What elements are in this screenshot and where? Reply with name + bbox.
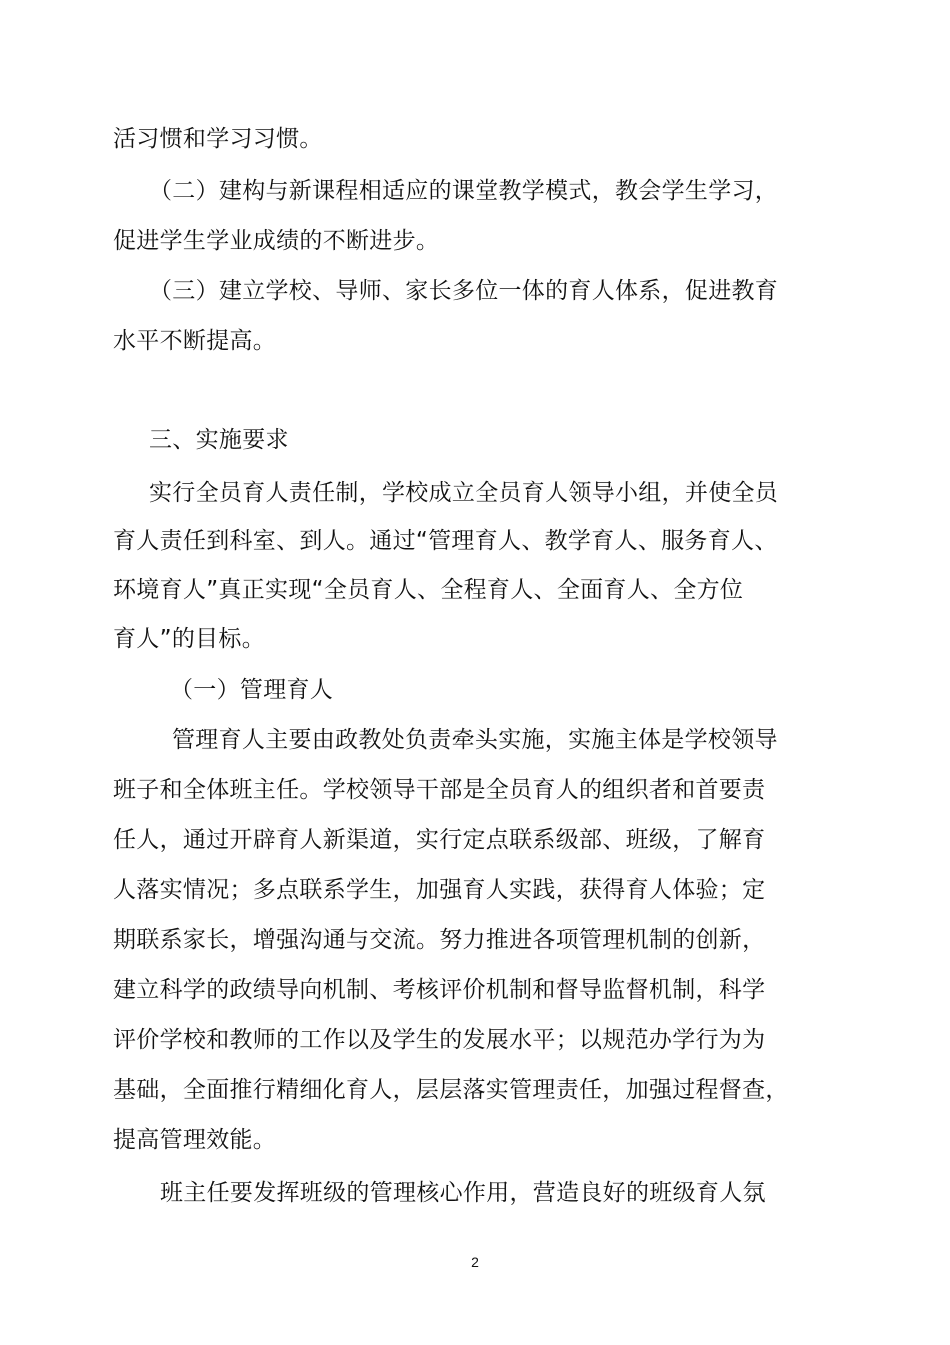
body-text-line: 促进学生学业成绩的不断进步。	[113, 228, 440, 254]
section-item-2: （二）建构与新课程相适应的课堂教学模式，教会学生学习，	[149, 178, 779, 204]
body-text-line: 任人，通过开辟育人新渠道，实行定点联系级部、班级，了解育	[113, 827, 766, 853]
body-text-line: 管理育人主要由政教处负责牵头实施，实施主体是学校领导	[172, 727, 778, 753]
body-text-line: 育人责任到科室、到人。通过“管理育人、教学育人、服务育人、	[113, 528, 778, 554]
body-text-line: 环境育人”真正实现“全员育人、全程育人、全面育人、全方位	[113, 577, 744, 603]
body-text-line: 育人”的目标。	[113, 626, 266, 652]
body-text-line: 基础，全面推行精细化育人，层层落实管理责任，加强过程督查，	[113, 1077, 789, 1103]
section-heading: 三、实施要求	[149, 427, 289, 453]
body-text-line: 期联系家长，增强沟通与交流。努力推进各项管理机制的创新，	[113, 927, 766, 953]
body-text-line: 评价学校和教师的工作以及学生的发展水平；以规范办学行为为	[113, 1027, 766, 1053]
body-text-line: 班主任要发挥班级的管理核心作用，营造良好的班级育人氛	[160, 1180, 766, 1206]
page-number: 2	[471, 1254, 479, 1270]
body-text-line: 建立科学的政绩导向机制、考核评价机制和督导监督机制，科学	[113, 977, 766, 1003]
body-text-line: 实行全员育人责任制，学校成立全员育人领导小组，并使全员	[149, 480, 779, 506]
section-item-3: （三）建立学校、导师、家长多位一体的育人体系，促进教育	[149, 278, 779, 304]
body-text-line: 人落实情况；多点联系学生，加强育人实践，获得育人体验；定	[113, 877, 766, 903]
body-text-line: 活习惯和学习习惯。	[113, 126, 323, 152]
body-text-line: 提高管理效能。	[113, 1127, 277, 1153]
subsection-heading: （一）管理育人	[170, 677, 334, 703]
body-text-line: 班子和全体班主任。学校领导干部是全员育人的组织者和首要责	[113, 777, 766, 803]
body-text-line: 水平不断提高。	[113, 328, 277, 354]
